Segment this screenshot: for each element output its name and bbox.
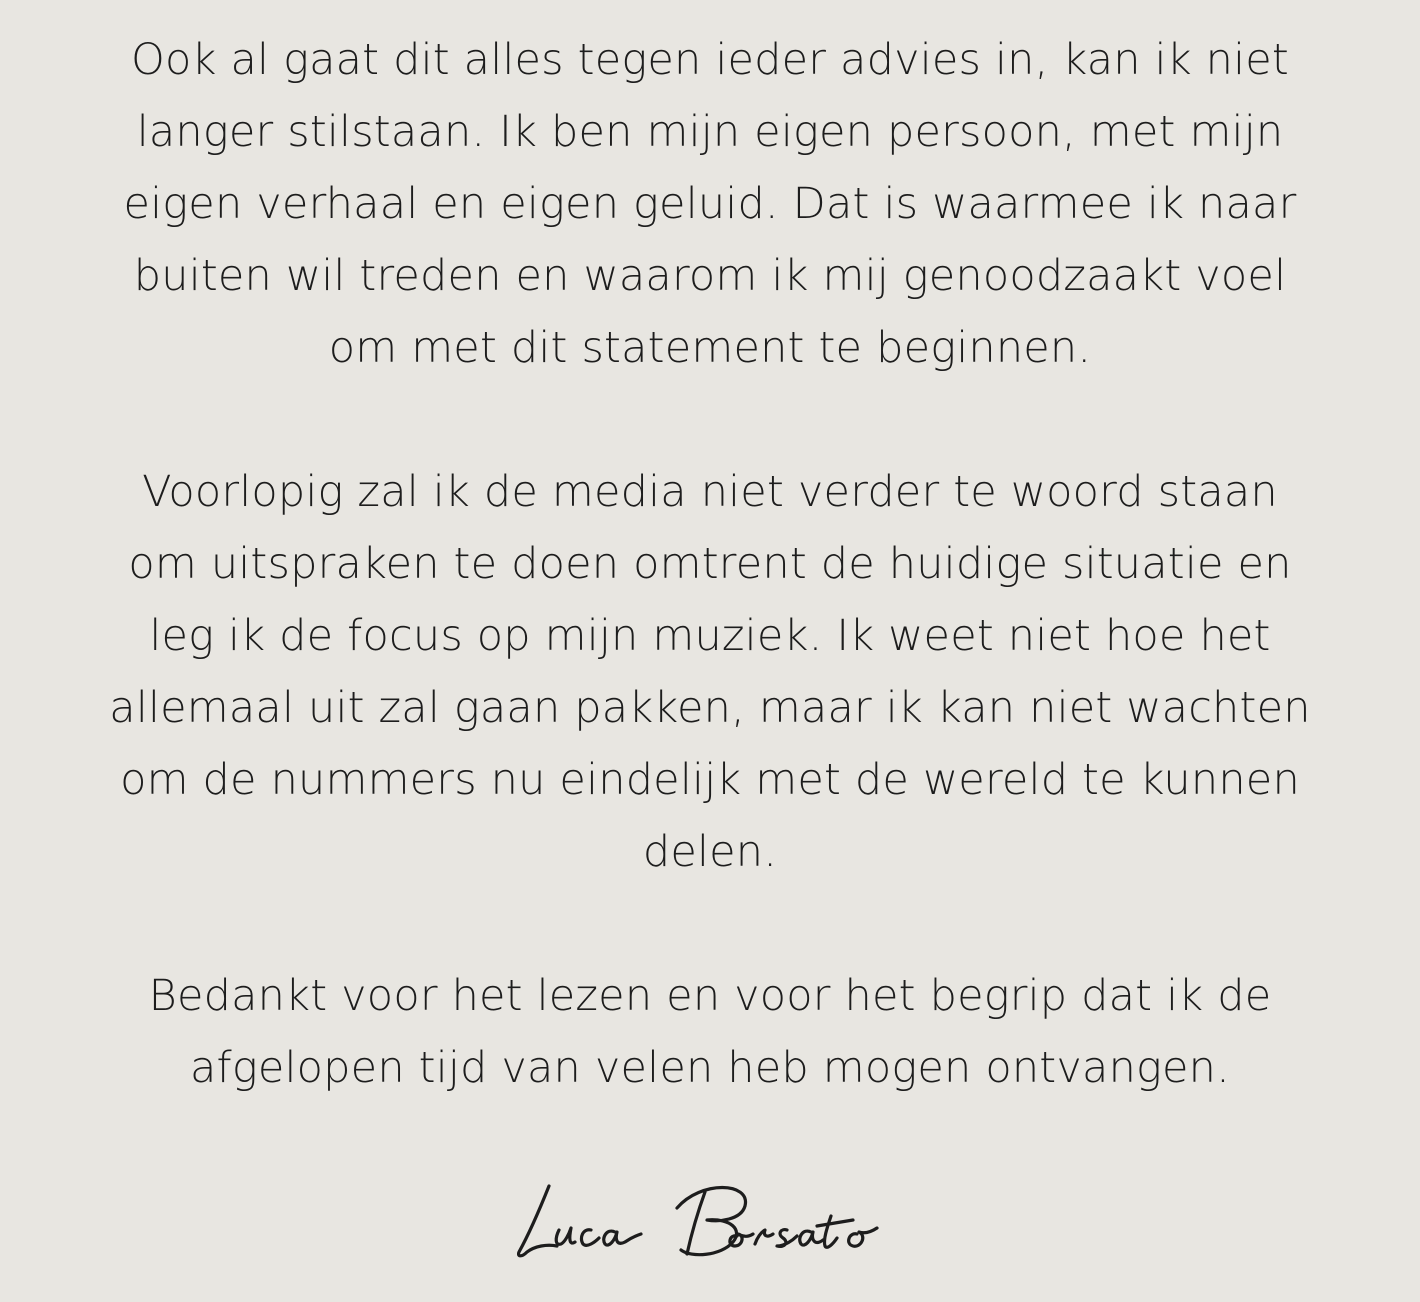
paragraph-line: om uitspraken te doen omtrent de huidige situatie en (128, 539, 1292, 589)
paragraph-line: Bedankt voor het lezen en voor het begrip dat ik de (148, 971, 1272, 1021)
paragraph-line: Voorlopig zal ik de media niet verder te woord staan (142, 467, 1278, 517)
signature (505, 1172, 895, 1272)
paragraph-line: allemaal uit zal gaan pakken, maar ik kan niet wachten (109, 683, 1311, 733)
paragraph-line: eigen verhaal en eigen geluid. Dat is waarmee ik naar (123, 179, 1297, 229)
paragraph-line: afgelopen tijd van velen heb mogen ontvangen. (189, 1043, 1231, 1093)
paragraph-3 (0, 960, 1420, 1104)
paragraph-line: leg ik de focus op mijn muziek. Ik weet niet hoe het (149, 611, 1271, 661)
statement-body (0, 24, 1420, 1104)
paragraph-line: langer stilstaan. Ik ben mijn eigen persoon, met mijn (136, 107, 1284, 157)
paragraph-line: om de nummers nu eindelijk met de wereld te kunnen (120, 755, 1300, 805)
paragraph-line: Ook al gaat dit alles tegen ieder advies in, kan ik niet (130, 35, 1289, 85)
paragraph-2 (0, 456, 1420, 888)
handwritten-signature (505, 1172, 895, 1272)
paragraph-line: delen. (642, 827, 778, 877)
paragraph-line: om met dit statement te beginnen. (328, 323, 1092, 373)
paragraph-line: buiten wil treden en waarom ik mij genoodzaakt voel (133, 251, 1287, 301)
paragraph-1 (0, 24, 1420, 384)
